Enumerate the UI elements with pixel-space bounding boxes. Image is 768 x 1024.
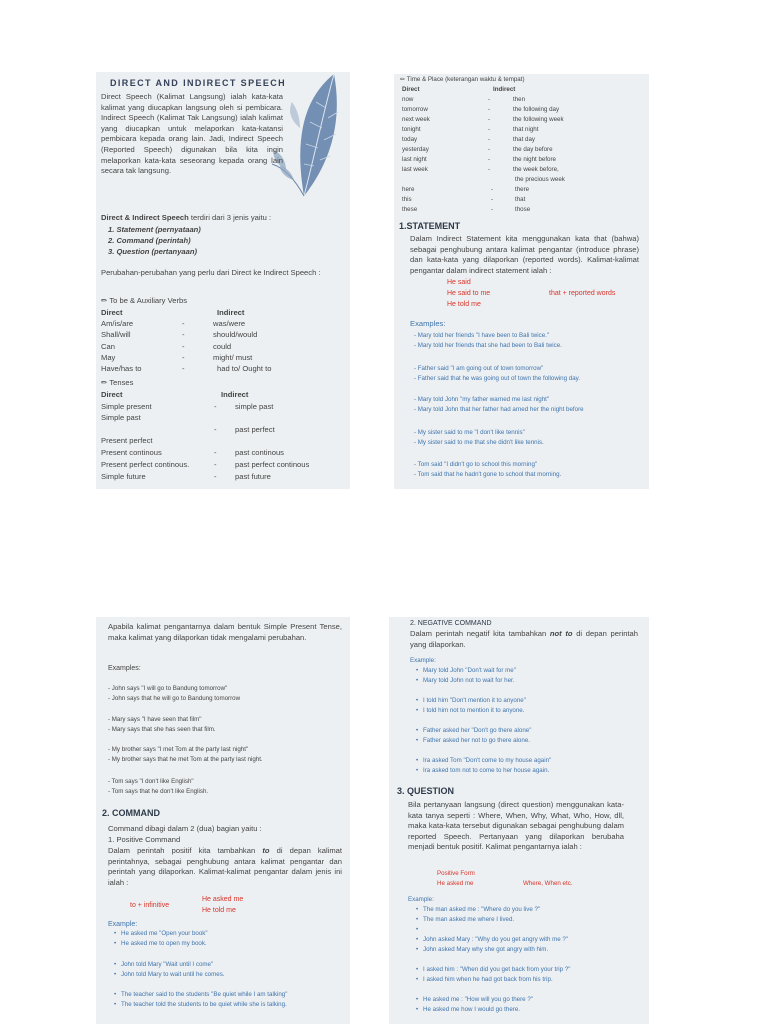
bullet-dot: • bbox=[416, 667, 419, 674]
command-example-2-1: The teacher told the students to be quiet while she is talking. bbox=[121, 1001, 287, 1008]
example-label: Example: bbox=[410, 657, 436, 664]
negative-example-2-1: Father asked her not to go there alone. bbox=[423, 737, 530, 744]
that-reported-words: that + reported words bbox=[549, 290, 616, 297]
negative-example-1-0: I told him "Don't mention it to anyone" bbox=[423, 697, 526, 704]
question-example-0-0: The man asked me : "Where do you live ?" bbox=[423, 906, 541, 913]
simple-present-example-1-0: - Mary says "I have seen that film" bbox=[108, 716, 202, 723]
tobe-direct-0: Am/is/are bbox=[101, 319, 134, 328]
tense-direct-6: Simple future bbox=[101, 472, 146, 481]
question-title: 3. QUESTION bbox=[397, 786, 455, 796]
time-direct-1: tomorrow bbox=[402, 106, 428, 113]
bullet-dot: • bbox=[416, 727, 419, 734]
bullet-dot: • bbox=[416, 677, 419, 684]
time-indirect-9: there bbox=[515, 186, 530, 193]
col-direct-tenses: Direct bbox=[101, 390, 123, 399]
command-example-2-0: The teacher said to the students "Be quiet while I am talking" bbox=[121, 991, 288, 998]
tense-dash-6: - bbox=[214, 472, 217, 481]
time-dash-2: - bbox=[488, 116, 491, 123]
time-indirect-1: the following day bbox=[513, 106, 560, 113]
bullet-dot: • bbox=[416, 707, 419, 714]
type-statement: 1. Statement (pernyataan) bbox=[108, 225, 201, 234]
bullet-dot: • bbox=[114, 961, 117, 968]
where-when: Where, When etc. bbox=[523, 880, 573, 887]
question-example-3-1: He asked me how I would go there. bbox=[423, 1006, 520, 1013]
time-indirect-2: the following week bbox=[513, 116, 564, 123]
bullet-dot: • bbox=[114, 991, 117, 998]
time-dash-7: - bbox=[488, 166, 491, 173]
tense-dash-5: - bbox=[214, 460, 217, 469]
simple-present-example-2-1: - My brother says that he met Tom at the party last night. bbox=[108, 756, 263, 763]
tobe-dash-1: - bbox=[182, 330, 185, 340]
time-direct-9: here bbox=[402, 186, 415, 193]
bullet-dot: • bbox=[114, 971, 117, 978]
tobe-indirect-3: might/ must bbox=[213, 352, 253, 362]
intro-he-asked-me: He asked me bbox=[202, 896, 244, 903]
tense-direct-5: Present perfect continous. bbox=[101, 460, 190, 469]
tense-indirect-6: past future bbox=[235, 472, 271, 481]
simple-present-example-0-1: - John says that he will go to Bandung tomorrow bbox=[108, 695, 241, 702]
question-example-2-0: I asked him : "When did you get back from your trip ?" bbox=[423, 966, 571, 973]
types-lead: Direct & Indirect Speech terdiri dari 3 jenis yaitu : bbox=[101, 213, 272, 222]
question-example-1-1: John asked Mary why she got angry with him. bbox=[423, 946, 549, 953]
example-label: Example: bbox=[108, 921, 138, 928]
time-indirect-3: that night bbox=[513, 126, 539, 133]
negative-command-paragraph: Dalam perintah negatif kita tambahkan not to di depan perintah yang dilaporkan. bbox=[410, 629, 638, 649]
statement-example-3-1: - My sister said to me that she didn't like tennis. bbox=[414, 439, 544, 446]
tobe-dash-3: - bbox=[182, 352, 185, 362]
time-direct-11: these bbox=[402, 206, 418, 213]
type-question: 3. Question (pertanyaan) bbox=[108, 247, 198, 256]
negative-command-title: 2. NEGATIVE COMMAND bbox=[410, 620, 492, 627]
col-indirect-tenses: Indirect bbox=[221, 390, 249, 399]
tense-direct-1: Simple past bbox=[101, 413, 141, 422]
page-1-card bbox=[96, 72, 350, 489]
simple-present-example-1-1: - Mary says that she has seen that film. bbox=[108, 726, 216, 733]
tobe-indirect-4: had to/ Ought to bbox=[217, 364, 272, 374]
statement-example-0-0: - Mary told her friends "I have been to Bali twice." bbox=[414, 332, 550, 339]
bullet-dot: • bbox=[416, 926, 419, 933]
time-place-heading: ✏ Time & Place (keterangan waktu & tempat) bbox=[400, 76, 525, 83]
negative-example-3-0: Ira asked Tom "Don't come to my house again" bbox=[423, 757, 552, 764]
negative-example-2-0: Father asked her "Don't go there alone" bbox=[423, 727, 532, 734]
statement-paragraph: Dalam Indirect Statement kita menggunakan kata that (bahwa) sebagai penghubung antara kalimat pengantar (introduce phrase) dan kata-kata yang dilaporkan (reported words). Kalimat-kalimat pengantar dalam indirect statement ialah : bbox=[410, 234, 639, 275]
tense-direct-3: Present perfect bbox=[101, 436, 153, 445]
time-indirect-10: that bbox=[515, 196, 526, 203]
changes-paragraph: Perubahan-perubahan yang perlu dari Direct ke Indirect Speech : bbox=[101, 268, 321, 277]
intro-he-said-to-me: He said to me bbox=[447, 290, 491, 297]
tobe-dash-4: - bbox=[182, 364, 185, 374]
bullet-dot: • bbox=[114, 940, 117, 947]
examples-label: Examples: bbox=[410, 319, 446, 328]
tense-dash-2: - bbox=[214, 425, 217, 434]
simple-present-paragraph: Apabila kalimat pengantarnya dalam bentuk Simple Present Tense, maka kalimat yang dilaporkan tidak mengalami perubahan. bbox=[108, 622, 342, 642]
simple-present-example-0-0: - John says "I will go to Bandung tomorrow" bbox=[108, 685, 228, 692]
command-example-1-1: John told Mary to wait until he comes. bbox=[121, 971, 225, 978]
tense-indirect-0: simple past bbox=[235, 402, 274, 411]
tobe-direct-2: Can bbox=[101, 341, 115, 351]
command-line-1: Command dibagi dalam 2 (dua) bagian yaitu : bbox=[108, 824, 262, 833]
question-example-1-0: John asked Mary : "Why do you get angry with me ?" bbox=[423, 936, 569, 943]
statement-example-3-0: - My sister said to me "I don't like tennis" bbox=[414, 429, 525, 436]
time-dash-0: - bbox=[488, 96, 491, 103]
bullet-dot: • bbox=[416, 906, 419, 913]
time-indirect-8: the precious week bbox=[515, 176, 565, 183]
negative-example-0-1: Mary told John not to wait for her. bbox=[423, 677, 515, 684]
tense-indirect-4: past continous bbox=[235, 448, 284, 457]
command-title: 2. COMMAND bbox=[102, 808, 160, 818]
type-command: 2. Command (perintah) bbox=[108, 236, 191, 245]
question-example-2-1: I asked him when he had got back from his trip. bbox=[423, 976, 553, 983]
question-example-3-0: He asked me : "How will you go there ?" bbox=[423, 996, 533, 1003]
time-direct-10: this bbox=[402, 196, 412, 203]
bullet-dot: • bbox=[416, 757, 419, 764]
intro-he-said: He said bbox=[447, 279, 471, 286]
examples-label: Examples: bbox=[108, 665, 141, 672]
intro-paragraph: Direct Speech (Kalimat Langsung) ialah kata-kata kalimat yang diucapkan langsung oleh si pembicara. Indirect Speech (Kalimat Tak Langsung) ialah kalimat yang diucapkan untuk melaporkan kata-katansi pembicara kepada orang lain. Jadi, Indirect Speech (Reported Speech) digunakan bila kita ingin melaporkan kata-kata seseorang kepada orang lain secara tak langsung. bbox=[101, 92, 283, 176]
tense-dash-4: - bbox=[214, 448, 217, 457]
col-indirect: Indirect bbox=[493, 86, 516, 93]
time-dash-4: - bbox=[488, 136, 491, 143]
tobe-indirect-1: should/would bbox=[213, 330, 258, 340]
to-infinitive: to + infinitive bbox=[130, 902, 170, 909]
tobe-indirect-0: was/were bbox=[213, 319, 246, 328]
bullet-dot: • bbox=[416, 916, 419, 923]
tobe-dash-2: - bbox=[182, 341, 185, 351]
time-direct-6: last night bbox=[402, 156, 427, 163]
bullet-dot: • bbox=[416, 996, 419, 1003]
bullet-dot: • bbox=[416, 966, 419, 973]
statement-title: 1.STATEMENT bbox=[399, 221, 461, 231]
time-direct-5: yesterday bbox=[402, 146, 429, 153]
bullet-dot: • bbox=[114, 930, 117, 937]
time-indirect-4: that day bbox=[513, 136, 536, 143]
tobe-indirect-2: could bbox=[213, 341, 232, 351]
command-example-0-1: He asked me to open my book. bbox=[121, 940, 207, 947]
bullet-dot: • bbox=[416, 976, 419, 983]
statement-example-1-0: - Father said "I am going out of town tomorrow" bbox=[414, 365, 544, 372]
intro-he-told-me: He told me bbox=[202, 907, 236, 914]
time-indirect-6: the night before bbox=[513, 156, 557, 163]
col-direct: Direct bbox=[402, 86, 420, 93]
tense-dash-0: - bbox=[214, 402, 217, 411]
tobe-direct-4: Have/has to bbox=[101, 364, 142, 374]
negative-example-3-1: Ira asked tom not to come to her house again. bbox=[423, 767, 550, 774]
page-2-card bbox=[394, 74, 649, 489]
tense-indirect-2: past perfect bbox=[235, 425, 275, 434]
tenses-heading: ✏ Tenses bbox=[101, 378, 134, 387]
positive-command-paragraph: Dalam perintah positif kita tambahkan to di depan kalimat perintahnya, sebagai penghubung antara kalimat pengantar dan perintah yang dilaporkan. Kalimat-kalimat pengantar dalam jenis ini ialah : bbox=[108, 846, 342, 887]
time-dash-3: - bbox=[488, 126, 491, 133]
statement-example-4-0: - Tom said "I didn't go to school this morning" bbox=[414, 461, 538, 468]
time-dash-5: - bbox=[488, 146, 491, 153]
tobe-heading: ✏ To be & Auxiliary Verbs bbox=[101, 296, 187, 305]
time-direct-4: today bbox=[402, 136, 418, 143]
time-direct-0: now bbox=[402, 96, 414, 103]
tense-indirect-5: past perfect continous bbox=[235, 460, 310, 469]
question-paragraph: Bila pertanyaan langsung (direct question) menggunakan kata-kata tanya seperti : Where, When, Why, What, Who, How, dll, maka kata-kata tersebut digunakan sebagai penghubung dalam reported Speech. Pertanyaan yang dilaporkan berubaha menjadi bentuk positif. Kalimat pengantarnya ialah : bbox=[408, 800, 624, 851]
he-asked-me: He asked me bbox=[437, 880, 474, 887]
bullet-dot: • bbox=[416, 767, 419, 774]
command-example-1-0: John told Mary "Wait until I come" bbox=[121, 961, 214, 968]
negative-example-0-0: Mary told John "Don't wait for me" bbox=[423, 667, 516, 674]
time-dash-11: - bbox=[491, 206, 494, 213]
intro-he-told-me: He told me bbox=[447, 301, 481, 308]
time-indirect-11: those bbox=[515, 206, 531, 213]
tobe-direct-1: Shall/will bbox=[101, 330, 131, 340]
bullet-dot: • bbox=[416, 946, 419, 953]
simple-present-example-2-0: - My brother says "I met Tom at the party last night" bbox=[108, 746, 249, 753]
page-4-card bbox=[389, 617, 649, 1024]
time-dash-1: - bbox=[488, 106, 491, 113]
positive-form: Positive Form bbox=[437, 870, 475, 877]
bullet-dot: • bbox=[114, 1001, 117, 1008]
bullet-dot: • bbox=[416, 737, 419, 744]
time-indirect-7: the week before, bbox=[513, 166, 559, 173]
time-dash-10: - bbox=[491, 196, 494, 203]
simple-present-example-3-0: - Tom says "I don't like English" bbox=[108, 778, 194, 785]
time-indirect-0: then bbox=[513, 96, 526, 103]
time-direct-7: last week bbox=[402, 166, 428, 173]
statement-example-0-1: - Mary told her friends that she had been to Bali twice. bbox=[414, 342, 562, 349]
time-dash-6: - bbox=[488, 156, 491, 163]
time-direct-2: next week bbox=[402, 116, 430, 123]
time-indirect-5: the day before bbox=[513, 146, 553, 153]
command-example-0-0: He asked me "Open your book" bbox=[121, 930, 208, 937]
command-line-2: 1. Positive Command bbox=[108, 835, 181, 844]
statement-example-2-0: - Mary told John "my father warned me last night" bbox=[414, 396, 550, 403]
statement-example-2-1: - Mary told John that her father had arned her the night before bbox=[414, 406, 584, 413]
bullet-dot: • bbox=[416, 936, 419, 943]
example-label-2: Example: bbox=[408, 896, 434, 903]
question-example-0-1: The man asked me where I lived. bbox=[423, 916, 515, 923]
bullet-dot: • bbox=[416, 697, 419, 704]
tense-direct-0: Simple present bbox=[101, 402, 152, 411]
tobe-direct-3: May bbox=[101, 352, 116, 362]
col-direct: Direct bbox=[101, 308, 123, 317]
page-3-card bbox=[96, 617, 350, 1024]
col-indirect: Indirect bbox=[217, 308, 245, 317]
time-dash-9: - bbox=[491, 186, 494, 193]
simple-present-example-3-1: - Tom says that he don't like English. bbox=[108, 788, 209, 795]
statement-example-4-1: - Tom said that he hadn't gone to school that morning. bbox=[414, 471, 562, 478]
tense-direct-4: Present continous bbox=[101, 448, 162, 457]
time-direct-3: tonight bbox=[402, 126, 421, 133]
tobe-dash-0: - bbox=[182, 319, 185, 328]
bullet-dot: • bbox=[416, 1006, 419, 1013]
page-title: DIRECT AND INDIRECT SPEECH bbox=[110, 78, 287, 88]
negative-example-1-1: I told him not to mention it to anyone. bbox=[423, 707, 525, 714]
statement-example-1-1: - Father said that he was going out of town the following day. bbox=[414, 375, 581, 382]
